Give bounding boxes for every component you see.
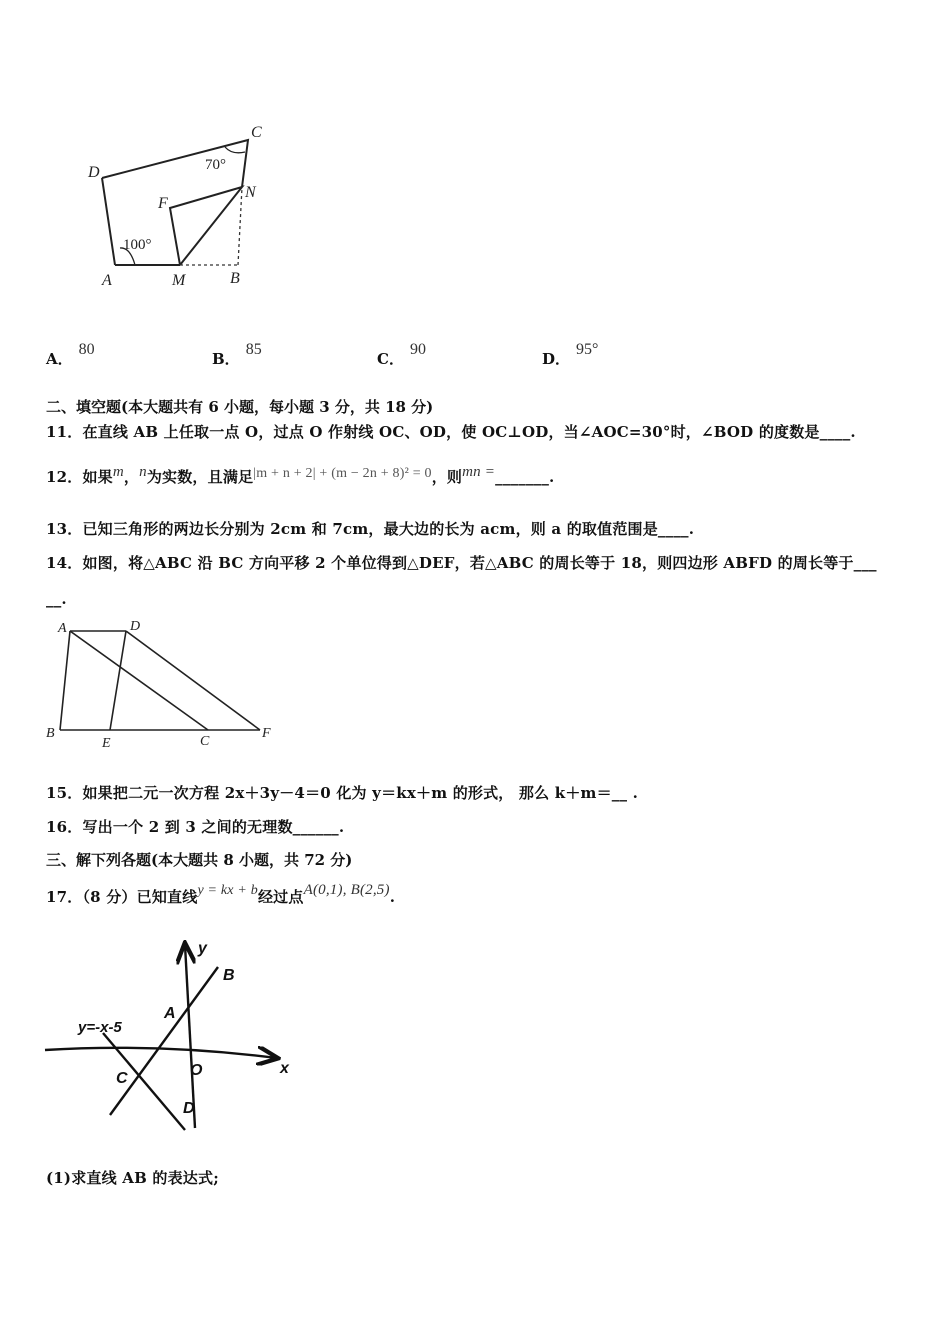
- option-a-value: 80: [78, 341, 95, 358]
- label-b2: B: [46, 726, 55, 741]
- label-d3: D: [183, 1100, 195, 1117]
- q17-points: A(0,1), B(2,5): [303, 882, 390, 898]
- question-17-part-1: (1)求直线 AB 的表达式;: [46, 1169, 219, 1187]
- line-equation-label: y=-x-5: [78, 1019, 122, 1036]
- label-c: C: [251, 124, 262, 141]
- option-b[interactable]: [212, 341, 262, 369]
- option-b-letter: B．: [212, 350, 240, 368]
- question-16: 16．写出一个 2 到 3 之间的无理数______.: [46, 818, 345, 836]
- segment-ab: [60, 631, 70, 730]
- q12-mid: 为实数，且满足: [146, 468, 254, 486]
- q12-var-n: n: [139, 464, 147, 480]
- q12-mn: mn =: [462, 464, 496, 480]
- label-c3: C: [116, 1070, 128, 1087]
- label-a2: A: [58, 621, 67, 636]
- label-y: y: [198, 940, 207, 957]
- q17-line-equation: y = kx + b: [197, 883, 258, 898]
- option-c[interactable]: [377, 341, 426, 369]
- q12-equation: |m + n + 2| + (m − 2n + 8)² = 0: [253, 466, 432, 481]
- edge-dc-cn: [102, 140, 248, 187]
- figure-translation: [40, 615, 280, 751]
- option-a-letter: A．: [46, 350, 73, 368]
- q12-prefix: 12．如果: [46, 468, 113, 486]
- segment-df: [126, 631, 260, 730]
- label-e2: E: [102, 736, 111, 751]
- segment-ac: [70, 631, 208, 730]
- option-d[interactable]: [542, 341, 599, 369]
- label-d2: D: [130, 619, 141, 634]
- figure-coordinate-lines: [40, 935, 300, 1135]
- angle-c-value: 70°: [205, 157, 226, 173]
- q12-comma: ，: [123, 468, 140, 486]
- question-12: [46, 466, 554, 487]
- q17-mid: 经过点: [257, 888, 304, 906]
- question-13: 13．已知三角形的两边长分别为 2cm 和 7cm，最大边的长为 acm，则 a 的取值范围是____.: [46, 520, 695, 538]
- line-ab: [110, 967, 218, 1115]
- option-d-letter: D．: [542, 350, 571, 368]
- label-d: D: [88, 164, 100, 181]
- label-x: x: [280, 1060, 289, 1077]
- question-14-line-2: __.: [46, 590, 67, 608]
- question-11: 11．在直线 AB 上任取一点 O，过点 O 作射线 OC、OD，使 OC⊥OD，当∠AOC=30°时，∠BOD 的度数是____.: [46, 423, 856, 441]
- q12-then: ，则: [431, 468, 463, 486]
- label-m: M: [172, 272, 186, 289]
- angle-a-value: 100°: [123, 237, 152, 253]
- label-c2: C: [200, 734, 210, 749]
- angle-arc-c: [225, 147, 245, 153]
- label-n: N: [245, 184, 256, 201]
- question-17: [46, 882, 396, 907]
- label-b3: B: [223, 967, 235, 984]
- option-a[interactable]: [46, 341, 95, 369]
- question-14-line-1: 14．如图，将△ABC 沿 BC 方向平移 2 个单位得到△DEF，若△ABC 的周长等于 18，则四边形 ABFD 的周长等于___: [46, 554, 877, 572]
- option-c-letter: C．: [377, 350, 404, 368]
- figure-quadrilateral: [80, 115, 280, 295]
- question-15: 15．如果把二元一次方程 2x＋3y－4＝0 化为 y＝kx＋m 的形式， 那么 k＋m＝__ .: [46, 784, 639, 802]
- q17-prefix: 17．（8 分）已知直线: [46, 888, 198, 906]
- label-b: B: [230, 270, 240, 287]
- q17-end: .: [389, 888, 396, 906]
- dashed-bn: [238, 187, 242, 265]
- label-o3: O: [190, 1062, 203, 1079]
- folded-triangle: [170, 187, 242, 265]
- label-f: F: [158, 195, 168, 212]
- option-b-value: 85: [245, 341, 262, 358]
- q12-blank: _______.: [495, 468, 555, 486]
- x-axis: [45, 1048, 276, 1058]
- label-a: A: [102, 272, 112, 289]
- q12-var-m: m: [112, 464, 124, 480]
- section-heading-fill-in: 二、填空题(本大题共有 6 小题，每小题 3 分，共 18 分): [46, 398, 434, 416]
- option-d-value: 95°: [576, 341, 599, 358]
- section-heading-solve: 三、解下列各题(本大题共 8 小题，共 72 分): [46, 851, 353, 869]
- edge-da: [102, 178, 115, 265]
- option-c-value: 90: [409, 341, 426, 358]
- label-a3: A: [164, 1005, 176, 1022]
- segment-de: [110, 631, 126, 730]
- label-f2: F: [262, 726, 271, 741]
